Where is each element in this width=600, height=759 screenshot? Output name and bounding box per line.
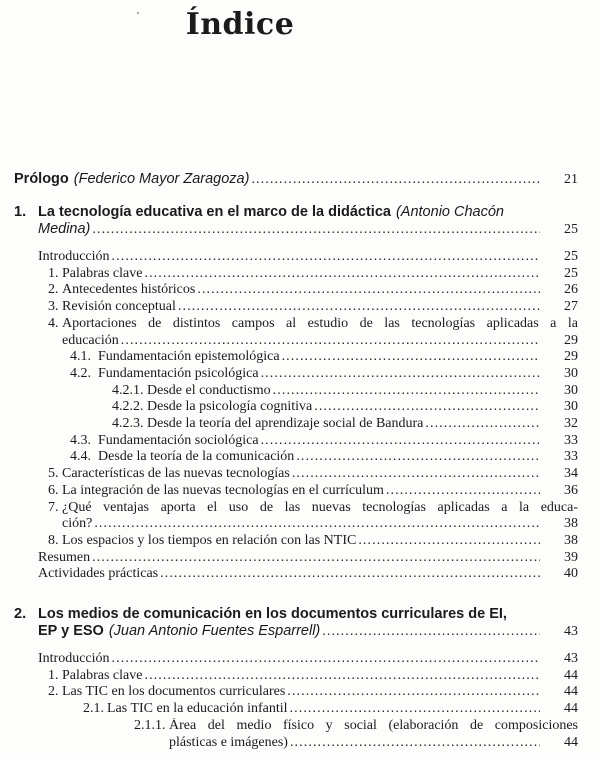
page-number: 36	[564, 482, 578, 498]
toc-entry-cont	[14, 735, 578, 752]
entry-text: Las TIC en los documentos curriculares	[62, 684, 286, 700]
dot-leader	[292, 466, 540, 483]
entry-text: Prólogo	[14, 171, 69, 187]
toc-entry	[14, 449, 578, 466]
entry-text: educación	[62, 332, 119, 348]
page-number: 44	[564, 667, 578, 683]
entry-number: 1.	[48, 265, 59, 281]
entry-number: 4.2.1.	[112, 382, 144, 398]
toc-entry	[14, 701, 578, 718]
page-number: 44	[564, 701, 578, 717]
page-number: 33	[564, 449, 578, 465]
entry-text: ción?	[62, 516, 93, 532]
page-number: 43	[564, 624, 578, 640]
entry-text: La integración de las nuevas tecnologías en el currículum	[62, 482, 384, 498]
toc-entry	[14, 249, 578, 266]
entry-number: 6.	[48, 482, 59, 498]
entry-number: 4.2.2.	[112, 399, 144, 415]
entry-number: 4.	[48, 315, 59, 331]
dot-leader	[112, 651, 540, 668]
toc-entry-cont	[14, 333, 578, 350]
page-number: 30	[564, 399, 578, 415]
entry-number: 2.1.	[83, 701, 104, 717]
toc-entry	[14, 651, 578, 668]
entry-number: 5.	[48, 466, 59, 482]
page-number: 27	[564, 299, 578, 315]
dot-leader	[121, 333, 540, 350]
entry-text: Palabras clave	[62, 265, 143, 281]
dot-leader	[261, 366, 540, 383]
page-number: 21	[564, 172, 578, 187]
entry-text: ¿Qué ventajas aporta el uso de las nuevas tecnologías aplicadas a la educa-	[62, 499, 578, 515]
entry-number: 8.	[48, 532, 59, 548]
entry-text: Actividades prácticas	[38, 566, 159, 582]
page-number: 38	[564, 532, 578, 548]
entry-text: Los medios de comunicación en los documentos curriculares de EI,	[38, 606, 507, 623]
page-number: 30	[564, 382, 578, 398]
toc-entry	[14, 566, 578, 583]
entry-number: 2.	[14, 606, 27, 623]
dot-leader	[290, 735, 540, 752]
page-number: 25	[564, 222, 578, 237]
dot-leader	[282, 349, 540, 366]
entry-text: Fundamentación psicológica	[98, 365, 259, 381]
toc-entry	[14, 416, 578, 433]
entry-text: Los espacios y los tiempos en relación con las NTIC	[62, 532, 357, 548]
dot-leader	[144, 668, 540, 685]
dot-leader	[94, 516, 540, 533]
entry-text: Desde la psicología cognitiva	[147, 399, 313, 415]
entry-text: plásticas e imágenes)	[169, 734, 288, 750]
entry-text: Fundamentación epistemológica	[98, 349, 280, 365]
entry-number: 1.	[14, 204, 27, 220]
dot-leader	[273, 383, 540, 400]
page-title: Índice	[185, 7, 295, 42]
entry-number: 4.1.	[70, 349, 91, 365]
entry-text: Características de las nuevas tecnologías	[62, 466, 290, 482]
toc-entry-chapter-2	[14, 606, 578, 623]
dot-leader	[425, 416, 540, 433]
toc-entry	[14, 383, 578, 400]
dot-leader	[261, 433, 540, 450]
entry-text: Aportaciones de distintos campos al estudio de las tecnologías aplicadas a la	[62, 315, 578, 331]
entry-number: 3.	[48, 299, 59, 315]
entry-number: 2.1.1.	[134, 717, 166, 733]
toc-entry	[14, 299, 578, 316]
toc-entry	[14, 316, 578, 333]
page-number: 38	[564, 516, 578, 532]
entry-text: Introducción	[38, 651, 110, 667]
page-number: 30	[564, 365, 578, 381]
toc-entry	[14, 550, 578, 567]
page-number: 34	[564, 466, 578, 482]
page-number: 32	[564, 416, 578, 432]
toc-entry	[14, 533, 578, 550]
dot-leader	[92, 221, 540, 238]
entry-text: EP y ESO	[38, 623, 104, 640]
page-number: 25	[564, 249, 578, 264]
page-number: 29	[564, 332, 578, 348]
entry-author: Medina)	[38, 221, 91, 237]
dot-leader	[290, 701, 540, 718]
page-number: 43	[564, 651, 578, 667]
dot-leader	[287, 684, 540, 701]
entry-text: Desde la teoría del aprendizaje social de Bandura	[147, 416, 424, 432]
entry-text: Fundamentación sociológica	[98, 432, 259, 448]
page-number: 40	[564, 566, 578, 582]
page-number: 25	[564, 265, 578, 281]
dot-leader	[112, 249, 540, 266]
page-number: 44	[564, 734, 578, 750]
page-number: 29	[564, 349, 578, 365]
toc-entry-prologo	[14, 171, 578, 188]
dot-leader	[386, 483, 540, 500]
page-number: 26	[564, 282, 578, 298]
entry-text: Las TIC en la educación infantil	[107, 701, 288, 717]
entry-number: 4.3.	[70, 432, 91, 448]
entry-text: Revisión conceptual	[62, 299, 176, 315]
toc-entry-chapter-2-cont	[14, 623, 578, 640]
dot-leader	[314, 399, 540, 416]
toc-entry	[14, 266, 578, 283]
entry-text: Resumen	[38, 549, 91, 565]
dot-leader	[296, 449, 540, 466]
scan-speck	[137, 12, 139, 14]
dot-leader	[251, 171, 540, 188]
dot-leader	[322, 623, 540, 640]
page-number: 33	[564, 432, 578, 448]
toc-entry	[14, 684, 578, 701]
toc-entry	[14, 433, 578, 450]
entry-text: Antecedentes históricos	[62, 282, 196, 298]
toc-entry	[14, 668, 578, 685]
toc-entry-chapter-1	[14, 204, 578, 221]
toc-entry	[14, 366, 578, 383]
toc-entry	[14, 349, 578, 366]
entry-text: Desde la teoría de la comunicación	[98, 449, 295, 465]
toc-entry	[14, 718, 578, 735]
entry-number: 1.	[48, 667, 59, 683]
dot-leader	[144, 266, 540, 283]
entry-author: (Antonio Chacón	[395, 204, 504, 220]
entry-number: 2.	[48, 282, 59, 298]
entry-text: Palabras clave	[62, 667, 143, 683]
toc-entry-cont	[14, 516, 578, 533]
toc-entry	[14, 399, 578, 416]
entry-author: (Juan Antonio Fuentes Esparrell)	[108, 623, 321, 640]
entry-number: 4.2.3.	[112, 416, 144, 432]
toc-entry	[14, 483, 578, 500]
page-number: 39	[564, 549, 578, 565]
page-number: 44	[564, 684, 578, 700]
entry-number: 2.	[48, 684, 59, 700]
entry-text: Desde el conductismo	[147, 382, 271, 398]
toc-entry	[14, 466, 578, 483]
entry-text: Introducción	[38, 249, 110, 264]
entry-text: Área del medio físico y social (elaboración de composiciones	[169, 717, 578, 733]
entry-author: (Federico Mayor Zaragoza)	[73, 171, 250, 187]
dot-leader	[358, 533, 540, 550]
table-of-contents	[14, 171, 578, 751]
dot-leader	[197, 282, 540, 299]
toc-entry	[14, 282, 578, 299]
dot-leader	[178, 299, 540, 316]
entry-number: 7.	[48, 499, 59, 515]
entry-number: 4.4.	[70, 449, 91, 465]
dot-leader	[160, 566, 540, 583]
entry-number: 4.2.	[70, 365, 91, 381]
dot-leader	[92, 550, 540, 567]
toc-entry	[14, 500, 578, 517]
toc-entry-chapter-1-cont	[14, 221, 578, 238]
entry-text: La tecnología educativa en el marco de la didáctica	[38, 204, 391, 220]
